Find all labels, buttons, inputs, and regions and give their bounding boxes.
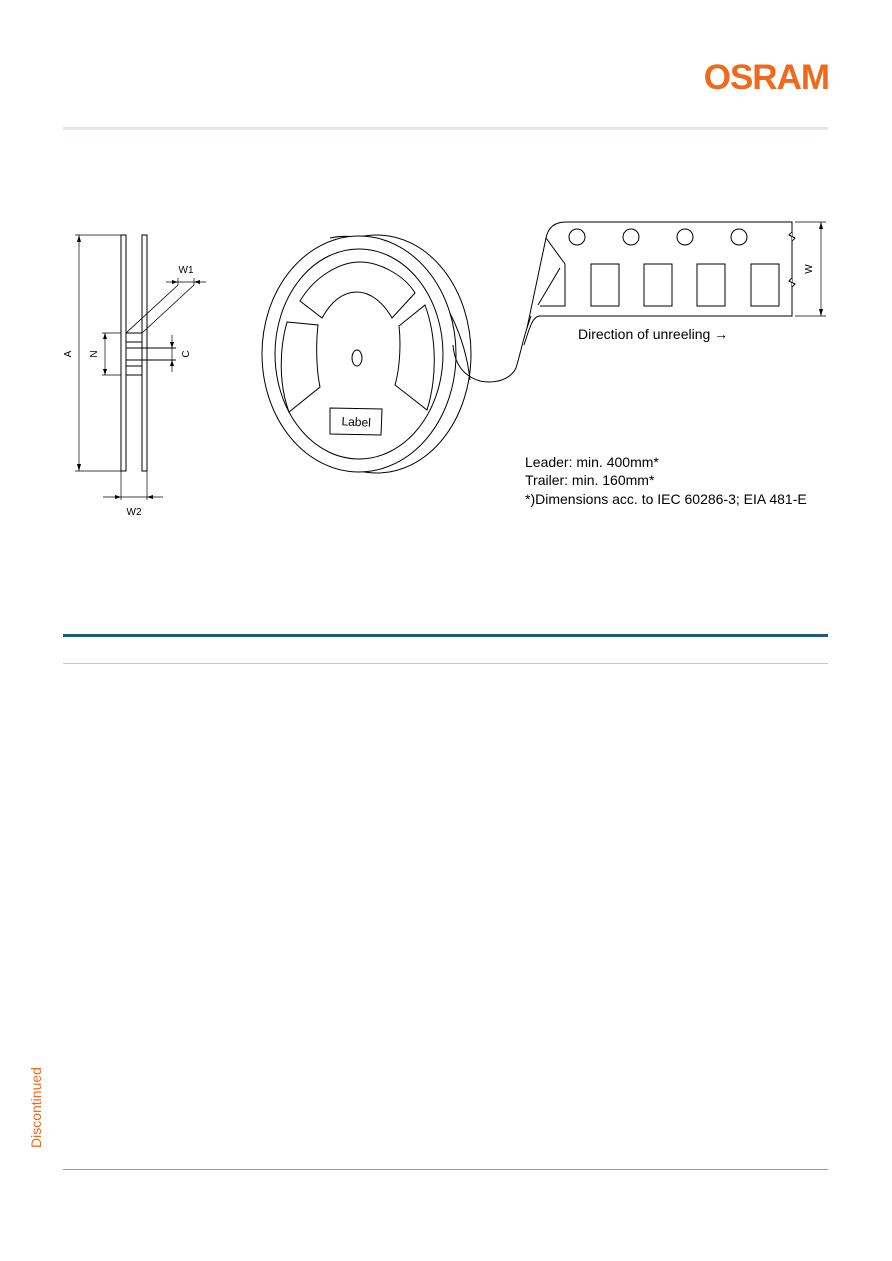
dim-label-c: C xyxy=(181,350,192,358)
dim-label-n: N xyxy=(89,350,100,358)
dim-label-w1: W1 xyxy=(178,265,194,276)
note-standards: *)Dimensions acc. to IEC 60286-3; EIA 481-E xyxy=(525,491,807,507)
osram-logo: OSRAM xyxy=(703,58,829,97)
carrier-tape xyxy=(453,222,826,382)
dim-label-w: W xyxy=(804,264,815,274)
reel-perspective xyxy=(262,235,471,473)
note-trailer: Trailer: min. 160mm* xyxy=(525,472,655,488)
reel-label-text: Label xyxy=(341,414,372,430)
direction-of-unreeling: Direction of unreeling → xyxy=(578,326,729,342)
dim-label-a: A xyxy=(63,350,74,358)
reel-tape-drawing xyxy=(0,0,892,560)
note-leader: Leader: min. 400mm* xyxy=(525,454,659,470)
dim-label-w2: W2 xyxy=(126,507,142,518)
footer-divider xyxy=(63,1169,828,1170)
section-divider xyxy=(63,634,828,637)
section-subdivider xyxy=(63,663,828,664)
discontinued-tag: Discontinued xyxy=(28,1067,44,1148)
